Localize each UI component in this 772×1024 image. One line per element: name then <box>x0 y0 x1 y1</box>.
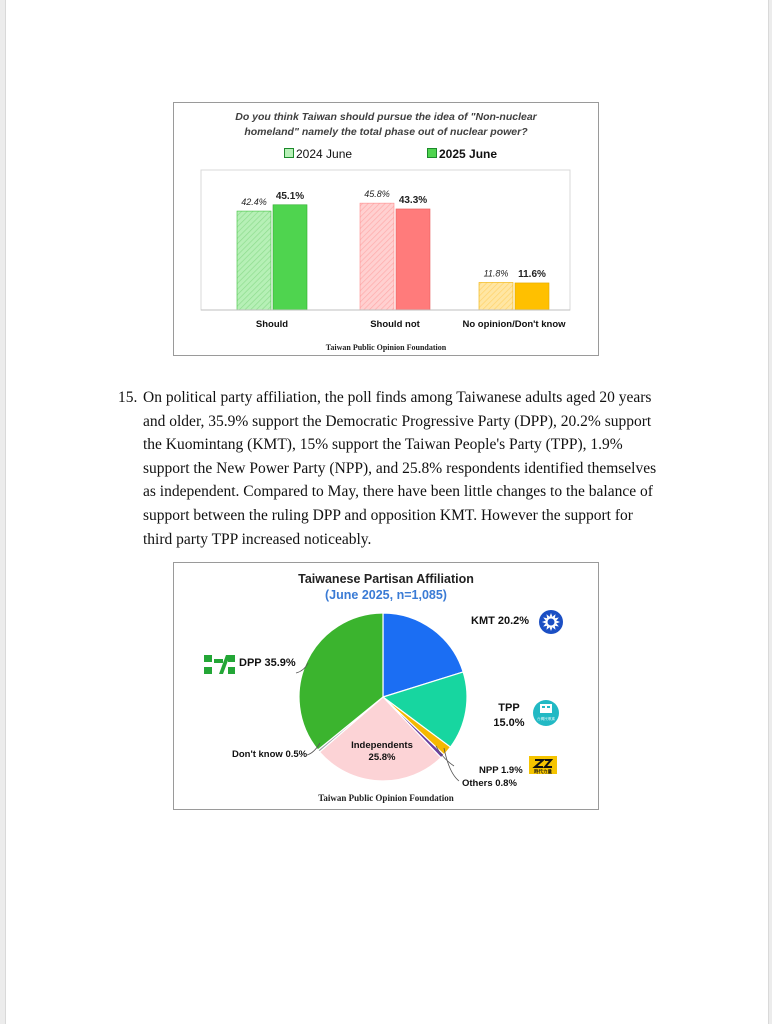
bar-no-opinion-don-t-know-2024 <box>479 282 513 310</box>
value-label-should-not-2025: 43.3% <box>398 194 428 206</box>
category-label-should: Should <box>255 319 289 330</box>
label-others: Others 0.8% <box>462 778 517 789</box>
pie-chart-subtitle: (June 2025, n=1,085) <box>325 588 447 602</box>
tpp-logo-text: 台灣民眾黨 <box>537 717 555 721</box>
pie-chart-plot <box>174 563 598 809</box>
dpp-logo-icon <box>204 655 235 674</box>
bar-chart-source: Taiwan Public Opinion Foundation <box>325 343 447 352</box>
label-dpp: DPP 35.9% <box>239 657 296 669</box>
label-kmt: KMT 20.2% <box>471 615 530 627</box>
paragraph-line: support the New Power Party (NPP), and 25.8% respondents identified themselves <box>143 459 657 477</box>
value-label-no-opinion-don-t-know-2024: 11.8% <box>483 268 509 279</box>
paragraph-line: as independent. Compared to May, there have been little changes to the balance of <box>143 483 653 501</box>
paragraph-line: third party TPP increased noticeably. <box>143 530 372 548</box>
value-label-should-2024: 42.4% <box>241 197 267 208</box>
bar-should-2024 <box>237 211 271 310</box>
pie-chart-title: Taiwanese Partisan Affiliation <box>298 572 474 586</box>
pie-chart-figure <box>173 562 599 810</box>
label-independents: Independents 25.8% <box>351 740 413 763</box>
label-dont-know: Don't know 0.5% <box>232 749 308 760</box>
category-label-no-opinion-don-t-know: No opinion/Don't know <box>462 319 566 330</box>
bar-should-not-2025 <box>396 209 430 310</box>
npp-logo-icon <box>529 756 557 775</box>
bar-should-2025 <box>273 205 307 310</box>
chart-question-line-1: Do you think Taiwan should pursue the idea of "Non-nuclear <box>235 111 537 123</box>
bar-should-not-2024 <box>360 203 394 310</box>
legend-label-2025: 2025 June <box>439 147 498 161</box>
paragraph-line: and older, 35.9% support the Democratic Progressive Party (DPP), 20.2% support <box>143 412 652 430</box>
paragraph-line: On political party affiliation, the poll finds among Taiwanese adults aged 20 years <box>143 389 652 406</box>
value-label-should-not-2024: 45.8% <box>364 189 390 200</box>
category-label-should-not: Should not <box>370 319 420 330</box>
pie-chart-source: Taiwan Public Opinion Foundation <box>318 793 454 803</box>
chart-question-line-2: homeland" namely the total phase out of nuclear power? <box>244 126 528 138</box>
paragraph-number: 15. <box>118 389 138 406</box>
bar-chart-figure <box>173 102 599 356</box>
paragraph-line: support between the ruling DPP and opposition KMT. However the support for <box>143 506 633 524</box>
paragraph-15 <box>118 386 658 551</box>
value-label-no-opinion-don-t-know-2025: 11.6% <box>518 268 546 280</box>
bar-chart-plot <box>174 103 598 355</box>
bar-no-opinion-don-t-know-2025 <box>515 283 549 310</box>
kmt-logo-icon <box>539 610 563 634</box>
npp-logo-text: 時代力量 <box>534 769 552 774</box>
value-label-should-2025: 45.1% <box>275 190 305 202</box>
paragraph-line: the Kuomintang (KMT), 15% support the Taiwan People's Party (TPP), 1.9% <box>143 436 623 454</box>
label-npp: NPP 1.9% <box>479 765 523 776</box>
legend-label-2024: 2024 June <box>296 147 353 161</box>
tpp-logo-icon <box>533 700 559 726</box>
label-tpp: TPP 15.0% <box>493 702 525 729</box>
